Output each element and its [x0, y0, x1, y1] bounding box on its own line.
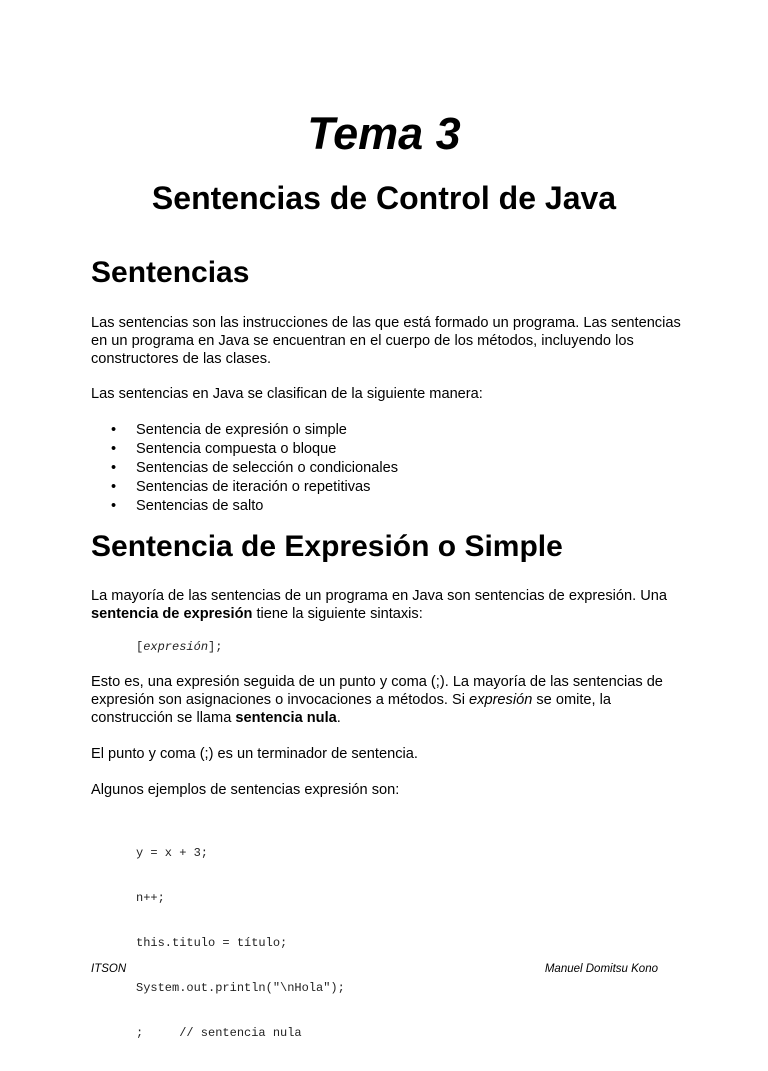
bullet-icon: •: [111, 498, 117, 514]
list-item: [91, 459, 398, 478]
code-line: this.titulo = título;: [136, 936, 288, 950]
list-item: [91, 421, 398, 440]
italic-term: expresión: [469, 692, 533, 708]
paragraph-expression-explained: [91, 673, 681, 727]
section-heading-sentencias: Sentencias: [91, 256, 250, 289]
paragraph-examples-intro: Algunos ejemplos de sentencias expresión son:: [91, 782, 400, 798]
text-run: Esto es, una expresión seguida de un punto y coma (;). La mayoría de las sentencias de expresión son asignaciones o invocaciones a métodos. Si: [91, 674, 663, 708]
code-line: ; // sentencia nula: [136, 1026, 302, 1040]
bold-term: sentencia nula: [235, 710, 337, 726]
paragraph-classification: Las sentencias en Java se clasifican de la siguiente manera:: [91, 386, 483, 402]
list-item: [91, 440, 398, 459]
chapter-title: Tema 3: [307, 108, 461, 159]
bullet-icon: •: [111, 460, 117, 476]
list-item-text: Sentencia compuesta o bloque: [136, 441, 337, 457]
text-run: se omite, la construcción se llama: [91, 692, 612, 726]
document-subtitle: Sentencias de Control de Java: [151, 180, 617, 216]
section-heading-expresion: Sentencia de Expresión o Simple: [91, 530, 563, 563]
bullet-icon: •: [111, 422, 117, 438]
text-run: tiene la siguiente sintaxis:: [252, 606, 423, 622]
code-line: y = x + 3;: [136, 846, 209, 860]
bullet-icon: •: [111, 441, 117, 457]
footer-author: Manuel Domitsu Kono: [544, 963, 658, 975]
code-example: [136, 816, 345, 1071]
bullet-icon: •: [111, 479, 117, 495]
statement-types-list: [91, 421, 398, 516]
list-item-text: Sentencias de selección o condicionales: [136, 460, 399, 476]
code-line: n++;: [136, 891, 165, 905]
footer-institution: ITSON: [91, 963, 127, 975]
syntax-bracket: [: [136, 640, 144, 654]
syntax-block: [136, 640, 222, 655]
list-item-text: Sentencias de iteración o repetitivas: [136, 479, 371, 495]
syntax-terminator: ];: [208, 640, 223, 654]
list-item-text: Sentencias de salto: [136, 498, 264, 514]
paragraph-expression-intro: [91, 587, 681, 623]
bold-term: sentencia de expresión: [91, 606, 253, 622]
paragraph-terminator: El punto y coma (;) es un terminador de sentencia.: [91, 746, 418, 762]
text-run: .: [336, 710, 341, 726]
paragraph-intro: Las sentencias son las instrucciones de las que está formado un programa. Las sentencias en un programa en Java se encuentran en el cuerpo de los métodos, incluyendo los constructores de las clases.: [91, 315, 681, 367]
text-run: La mayoría de las sentencias de un programa en Java son sentencias de expresión. Una: [91, 588, 667, 604]
list-item: [91, 478, 398, 497]
list-item: [91, 497, 398, 516]
code-line: System.out.println("\nHola");: [136, 981, 345, 995]
syntax-placeholder: expresión: [143, 640, 209, 654]
list-item-text: Sentencia de expresión o simple: [136, 422, 347, 438]
